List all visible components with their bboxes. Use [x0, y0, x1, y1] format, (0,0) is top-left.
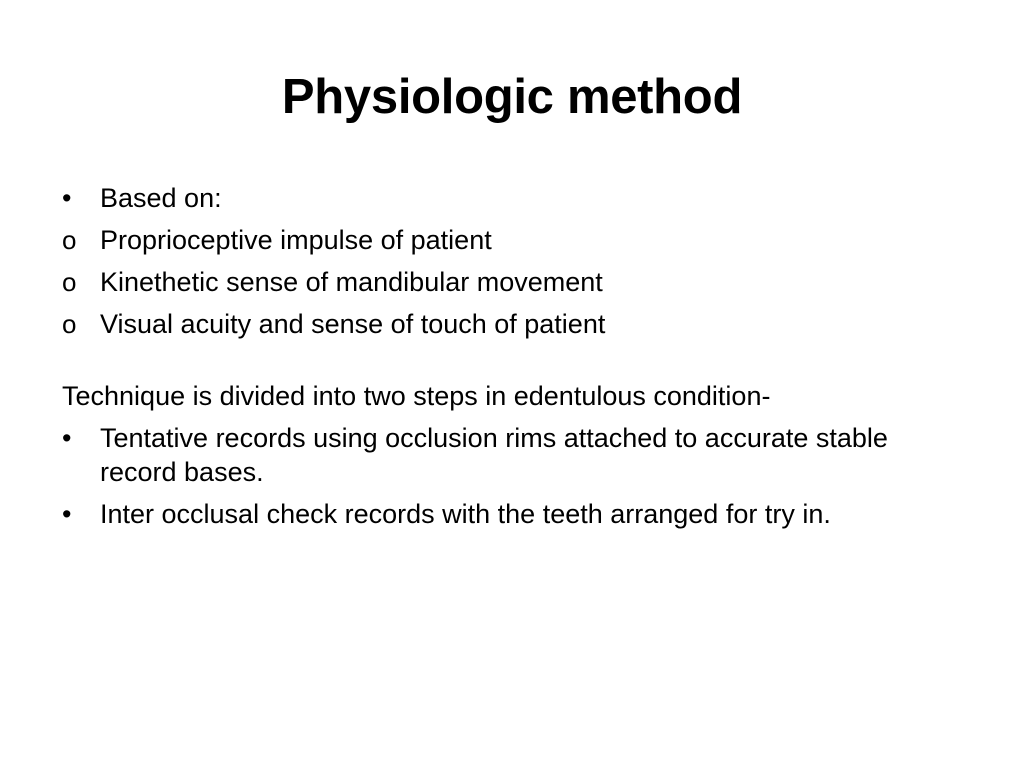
- circle-bullet-marker: o: [62, 225, 77, 255]
- step-text: Tentative records using occlusion rims attached to accurate stable record bases.: [100, 423, 888, 487]
- sub-item-proprioceptive: [62, 223, 962, 257]
- step-text: Inter occlusal check records with the teeth arranged for try in.: [100, 499, 831, 529]
- bullet-marker: •: [62, 183, 72, 213]
- sub-item-text: Visual acuity and sense of touch of patient: [100, 309, 606, 339]
- sub-item-kinethetic: [62, 265, 962, 299]
- sub-item-visual-acuity: [62, 307, 962, 341]
- bullet-marker: •: [62, 423, 72, 453]
- step-interocclusal-records: [62, 497, 962, 531]
- bullet-marker: •: [62, 499, 72, 529]
- slide-body: [62, 178, 962, 531]
- slide-title: Physiologic method: [281, 70, 743, 124]
- bullet-based-on: [62, 181, 962, 215]
- sub-item-text: Kinethetic sense of mandibular movement: [100, 267, 603, 297]
- circle-bullet-marker: o: [62, 309, 77, 339]
- bullet-text: Based on:: [100, 183, 222, 213]
- circle-bullet-marker: o: [62, 267, 77, 297]
- technique-intro: Technique is divided into two steps in edentulous condition-: [62, 381, 771, 411]
- step-tentative-records: [62, 421, 962, 489]
- sub-item-text: Proprioceptive impulse of patient: [100, 225, 492, 255]
